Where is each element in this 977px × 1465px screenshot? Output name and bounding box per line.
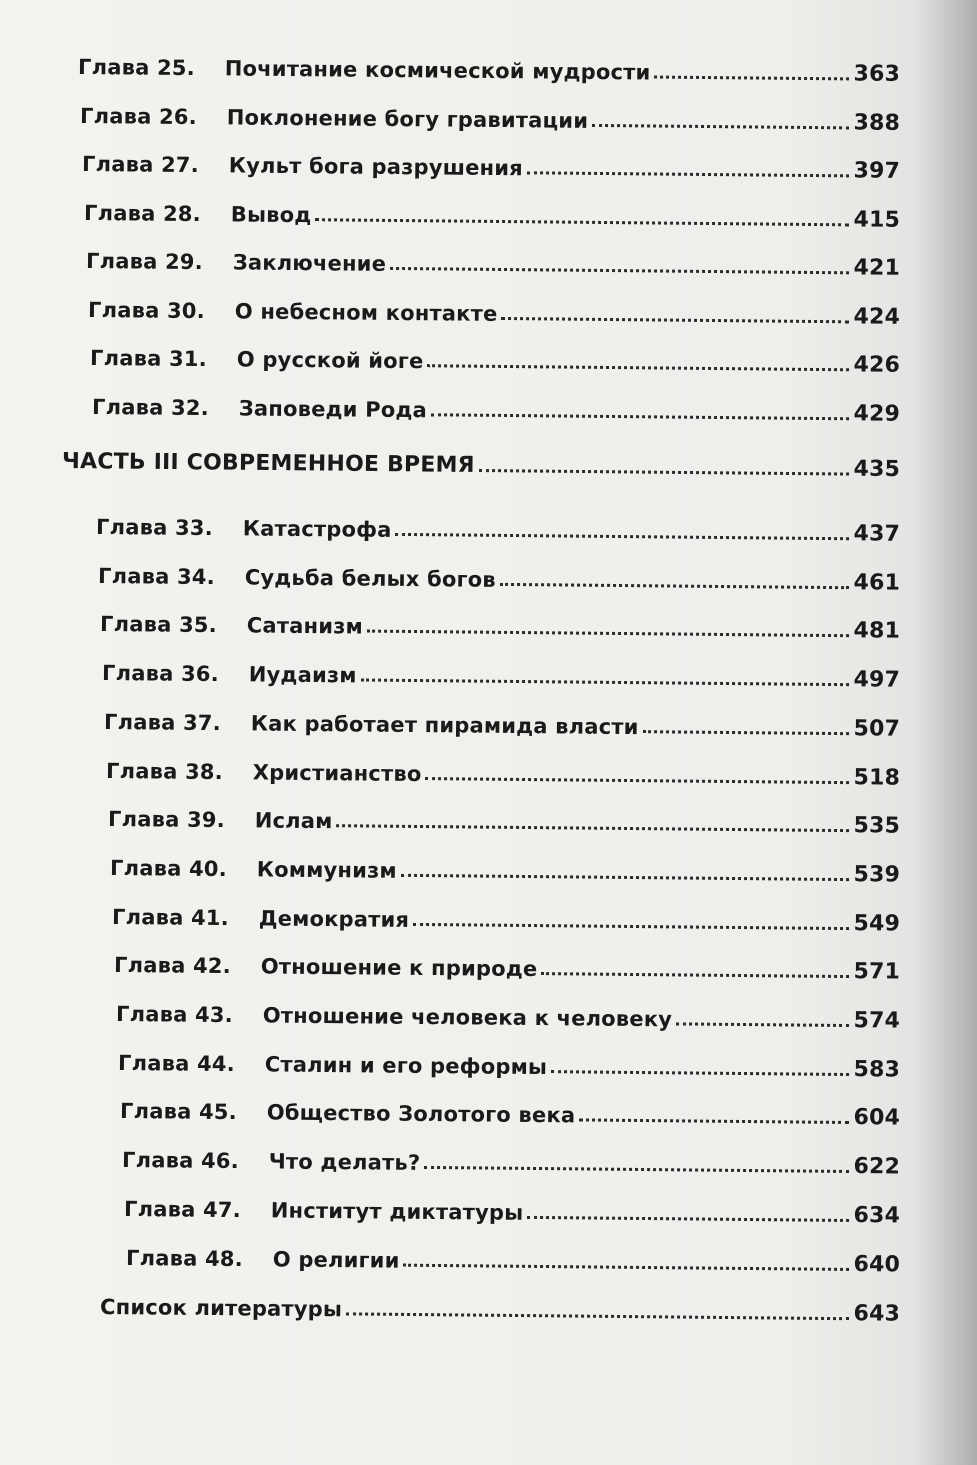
toc-chapter-title: Сталин и его реформы xyxy=(264,1052,548,1079)
toc-leader-dots xyxy=(541,971,849,978)
toc-chapter-label: Глава 27. xyxy=(82,152,199,178)
toc-chapter-title: О русской йоге xyxy=(236,347,424,374)
toc-chapter-title: Отношение человека к человеку xyxy=(262,1003,673,1032)
toc-leader-dots xyxy=(401,873,850,881)
toc-leader-dots xyxy=(501,315,849,322)
toc-chapter-title: Ислам xyxy=(254,808,333,834)
toc-chapter-title: Общество Золотого века xyxy=(266,1100,576,1128)
toc-chapter-label: Глава 32. xyxy=(92,394,209,420)
toc-chapter-label: Глава 41. xyxy=(112,904,229,930)
toc-leader-dots xyxy=(425,776,849,784)
toc-chapter-title: Заповеди Рода xyxy=(238,395,428,422)
toc-page-number: 640 xyxy=(853,1251,901,1277)
toc-chapter-label: Глава 45. xyxy=(120,1099,237,1125)
toc-entry xyxy=(92,385,900,427)
toc-chapter-label: Глава 43. xyxy=(116,1002,233,1028)
toc-page-number: 481 xyxy=(853,618,901,645)
toc-entry xyxy=(84,191,900,233)
toc-chapter-label: Глава 28. xyxy=(84,200,201,226)
toc-chapter-label: Глава 40. xyxy=(110,855,227,882)
toc-entry xyxy=(112,895,900,937)
toc-page-number: 604 xyxy=(853,1105,901,1131)
toc-leader-dots xyxy=(427,363,849,371)
toc-leader-dots xyxy=(396,532,850,540)
toc-entry xyxy=(102,651,900,693)
toc-entry xyxy=(78,45,900,87)
toc-page-number: 435 xyxy=(853,456,901,483)
toc-entry xyxy=(82,142,900,184)
toc-entry xyxy=(62,440,900,482)
toc-chapter-label: Глава 39. xyxy=(108,807,225,833)
toc-chapter-title: О небесном контакте xyxy=(234,298,498,326)
toc-page-number: 507 xyxy=(853,715,901,742)
toc-leader-dots xyxy=(551,1069,849,1076)
toc-entry xyxy=(118,1041,900,1083)
toc-part-title: ЧАСТЬ III СОВРЕМЕННОЕ ВРЕМЯ xyxy=(62,449,475,478)
toc-page-number: 424 xyxy=(853,303,901,330)
toc-chapter-label: Глава 46. xyxy=(122,1148,239,1174)
toc-leader-dots xyxy=(579,1118,849,1125)
toc-leader-dots xyxy=(403,1262,849,1270)
toc-page-number: 429 xyxy=(853,400,901,427)
toc-leader-dots xyxy=(431,412,850,420)
toc-page-number: 497 xyxy=(853,667,901,693)
toc-chapter-label: Глава 35. xyxy=(100,612,217,638)
toc-leader-dots xyxy=(479,468,850,476)
toc-leader-dots xyxy=(592,122,849,128)
toc-page-number: 571 xyxy=(853,959,901,985)
toc-page-number: 622 xyxy=(853,1154,901,1180)
toc-leader-dots xyxy=(527,1215,849,1222)
toc-page-number: 415 xyxy=(853,206,901,233)
toc-chapter-label: Глава 30. xyxy=(88,297,205,323)
toc-chapter-title: Поклонение богу гравитации xyxy=(226,104,589,133)
toc-chapter-label: Глава 42. xyxy=(114,953,231,979)
toc-leader-dots xyxy=(361,678,850,687)
toc-entry xyxy=(96,505,900,547)
toc-chapter-title: Судьба белых богов xyxy=(244,565,496,592)
toc-page-number: 363 xyxy=(853,61,901,87)
toc-entry xyxy=(116,992,900,1034)
toc-chapter-label: Глава 25. xyxy=(78,55,195,81)
toc-chapter-label: Глава 33. xyxy=(96,515,213,541)
toc-chapter-label: Глава 48. xyxy=(126,1245,243,1271)
toc-chapter-title: Христианство xyxy=(252,759,422,786)
toc-chapter-label: Глава 29. xyxy=(86,249,203,275)
toc-leader-dots xyxy=(390,266,850,274)
toc-chapter-title: Катастрофа xyxy=(242,516,392,542)
toc-entry xyxy=(100,602,900,644)
toc-entry xyxy=(106,749,900,791)
toc-chapter-title: Заключение xyxy=(232,250,387,276)
toc-chapter-title: Демократия xyxy=(258,906,410,932)
toc-entry xyxy=(100,1285,900,1327)
toc-page-number: 574 xyxy=(853,1008,901,1034)
toc-chapter-title: Почитание космической мудрости xyxy=(224,56,651,85)
toc-chapter-title: Сатанизм xyxy=(246,613,364,639)
toc-chapter-title: Иудаизм xyxy=(248,662,357,688)
toc-chapter-label: Глава 36. xyxy=(102,661,219,687)
toc-entry xyxy=(114,943,900,985)
toc-page-number: 426 xyxy=(853,352,901,378)
toc-leader-dots xyxy=(337,823,850,832)
toc-leader-dots xyxy=(643,729,850,735)
toc-page-number: 634 xyxy=(853,1202,901,1229)
toc-page-number: 535 xyxy=(853,813,901,839)
toc-page-number: 583 xyxy=(853,1056,901,1083)
toc-entry xyxy=(80,94,900,136)
toc-chapter-label: Глава 47. xyxy=(124,1196,241,1222)
toc-chapter-title: Как работает пирамида власти xyxy=(250,711,639,739)
toc-leader-dots xyxy=(676,1021,849,1027)
toc-entry xyxy=(88,288,900,330)
toc-page-number: 643 xyxy=(853,1301,901,1327)
toc-chapter-title: О религии xyxy=(272,1246,400,1273)
toc-entry xyxy=(104,700,900,742)
toc-leader-dots xyxy=(424,1165,849,1173)
toc-leader-dots xyxy=(500,582,850,589)
toc-page-number: 437 xyxy=(853,521,901,547)
toc-chapter-label: Глава 37. xyxy=(104,709,221,735)
toc-chapter-label: Глава 44. xyxy=(118,1050,235,1076)
toc-leader-dots xyxy=(315,217,849,226)
toc-leader-dots xyxy=(346,1311,849,1320)
toc-leader-dots xyxy=(527,170,850,177)
toc-chapter-label: Глава 26. xyxy=(80,103,197,129)
toc-page-number: 549 xyxy=(853,910,901,937)
toc-chapter-label: Глава 34. xyxy=(98,563,215,589)
toc-chapter-title: Что делать? xyxy=(268,1149,421,1175)
toc-chapter-title: Культ бога разрушения xyxy=(228,153,524,181)
toc-chapter-title: Отношение к природе xyxy=(260,954,538,982)
toc-page-number: 421 xyxy=(853,255,901,281)
toc-chapter-label: Глава 38. xyxy=(106,758,223,784)
toc-page-number: 397 xyxy=(853,158,901,184)
toc-entry xyxy=(122,1138,900,1179)
toc-entry xyxy=(110,846,900,888)
toc-entry xyxy=(86,239,900,281)
toc-leader-dots xyxy=(367,629,850,638)
toc-leader-dots xyxy=(654,75,849,81)
toc-entry xyxy=(90,336,900,378)
toc-page-number: 461 xyxy=(853,569,901,596)
toc-leader-dots xyxy=(413,921,849,929)
toc-entry xyxy=(108,797,900,839)
toc-page-number: 388 xyxy=(853,109,901,136)
toc-entry xyxy=(98,554,900,596)
toc-chapter-label: Глава 31. xyxy=(90,346,207,372)
toc-page-number: 539 xyxy=(853,862,901,888)
toc-entry xyxy=(124,1187,900,1228)
toc-entry xyxy=(120,1089,900,1130)
toc-chapter-title: Коммунизм xyxy=(256,857,397,883)
toc-entry xyxy=(126,1236,900,1277)
toc-chapter-title: Вывод xyxy=(230,201,312,227)
toc-page-number: 518 xyxy=(853,764,901,791)
toc-chapter-title: Институт диктатуры xyxy=(270,1198,524,1225)
toc-section-title: Список литературы xyxy=(100,1295,343,1322)
